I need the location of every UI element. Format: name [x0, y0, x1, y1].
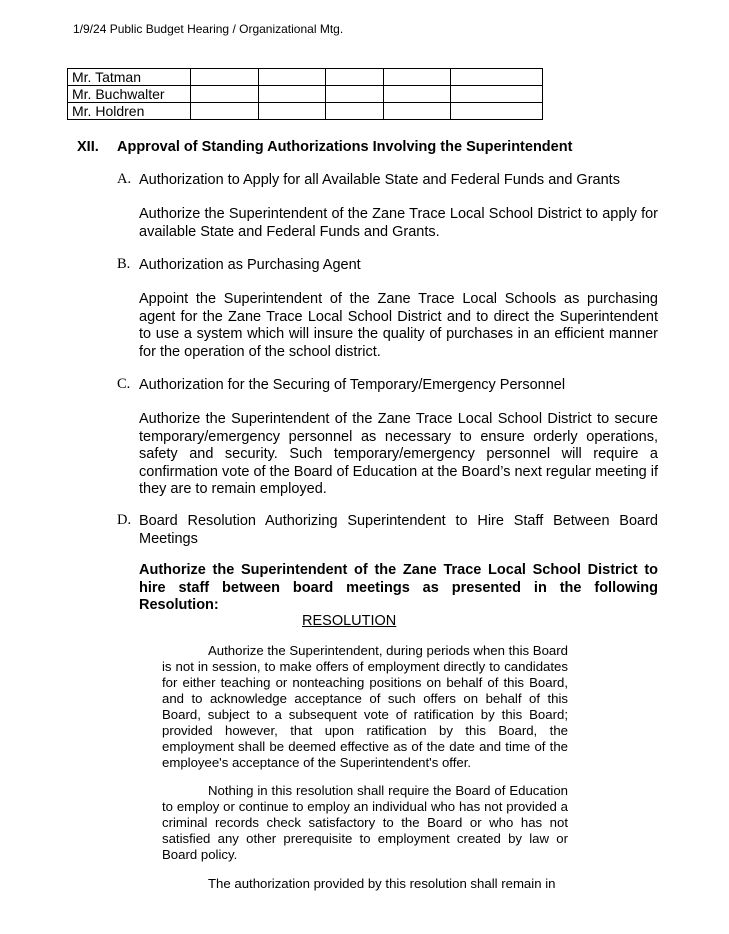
item-letter: B.	[117, 256, 131, 272]
item-title: Authorization for the Securing of Temporary/Emergency Personnel	[139, 377, 566, 393]
vote-cell	[259, 69, 326, 86]
vote-cell	[384, 69, 451, 86]
item-title: Board Resolution Authorizing Superintendent to Hire Staff Between Board Meetings	[139, 513, 658, 547]
table-row	[68, 69, 543, 86]
vote-cell	[384, 103, 451, 120]
vote-cell	[191, 103, 259, 120]
vote-cell	[451, 69, 543, 86]
item-body: Authorize the Superintendent of the Zane Trace Local School District to secure temporary/emergency personnel as necessary to ensure orderly operations, safety and security. Such temporary/emergency personnel will require a confirmation vote of the Board of Education at the Board’s next regular meeting if they are to remain employed.	[139, 411, 658, 497]
item-title: Authorization as Purchasing Agent	[139, 257, 361, 273]
item-body: Authorize the Superintendent of the Zane Trace Local School District to apply for available State and Federal Funds and Grants.	[139, 206, 658, 240]
vote-cell	[259, 86, 326, 103]
item-title: Authorization to Apply for all Available State and Federal Funds and Grants	[139, 172, 620, 188]
vote-cell	[451, 103, 543, 120]
voter-name: Mr. Tatman	[68, 69, 191, 86]
item-letter: D.	[117, 512, 132, 528]
item-body: Authorize the Superintendent of the Zane Trace Local School District to hire staff between board meetings as presented in the following Resolution:	[139, 562, 658, 613]
section-number: XII.	[77, 139, 99, 155]
table-row	[68, 103, 543, 120]
vote-cell	[451, 86, 543, 103]
resolution-paragraph: Nothing in this resolution shall require the Board of Education to employ or continue to employ an individual who has not provided a criminal records check satisfactory to the Board or who has not satisfied any other prerequisite to employment created by law or Board policy.	[162, 783, 568, 862]
voter-name: Mr. Holdren	[68, 103, 191, 120]
resolution-paragraph: Authorize the Superintendent, during periods when this Board is not in session, to make offers of employment directly to candidates for either teaching or nonteaching positions on behalf of this Board, and to acknowledge acceptance of such offers on behalf of this Board, subject to a subsequent vote of ratification by this Board; provided however, that upon ratification by this Board, the employment shall be deemed effective as of the date and time of the employee's acceptance of the Superintendent's offer.	[162, 643, 568, 770]
vote-cell	[326, 103, 384, 120]
vote-cell	[384, 86, 451, 103]
vote-cell	[191, 86, 259, 103]
vote-table	[67, 68, 543, 120]
vote-cell	[326, 69, 384, 86]
item-letter: A.	[117, 171, 132, 187]
item-body: Appoint the Superintendent of the Zane Trace Local Schools as purchasing agent for the Zane Trace Local School District and to direct the Superintendent to use a system which will insure the quality of purchases in an efficient manner for the operation of the school district.	[139, 291, 658, 360]
vote-cell	[259, 103, 326, 120]
item-letter: C.	[117, 376, 131, 392]
section-title: Approval of Standing Authorizations Involving the Superintendent	[117, 139, 573, 155]
voter-name: Mr. Buchwalter	[68, 86, 191, 103]
table-row	[68, 86, 543, 103]
vote-cell	[191, 69, 259, 86]
vote-cell	[326, 86, 384, 103]
resolution-heading: RESOLUTION	[302, 613, 397, 629]
page-header: 1/9/24 Public Budget Hearing / Organizational Mtg.	[73, 22, 344, 36]
resolution-paragraph: The authorization provided by this resolution shall remain in	[208, 876, 556, 891]
